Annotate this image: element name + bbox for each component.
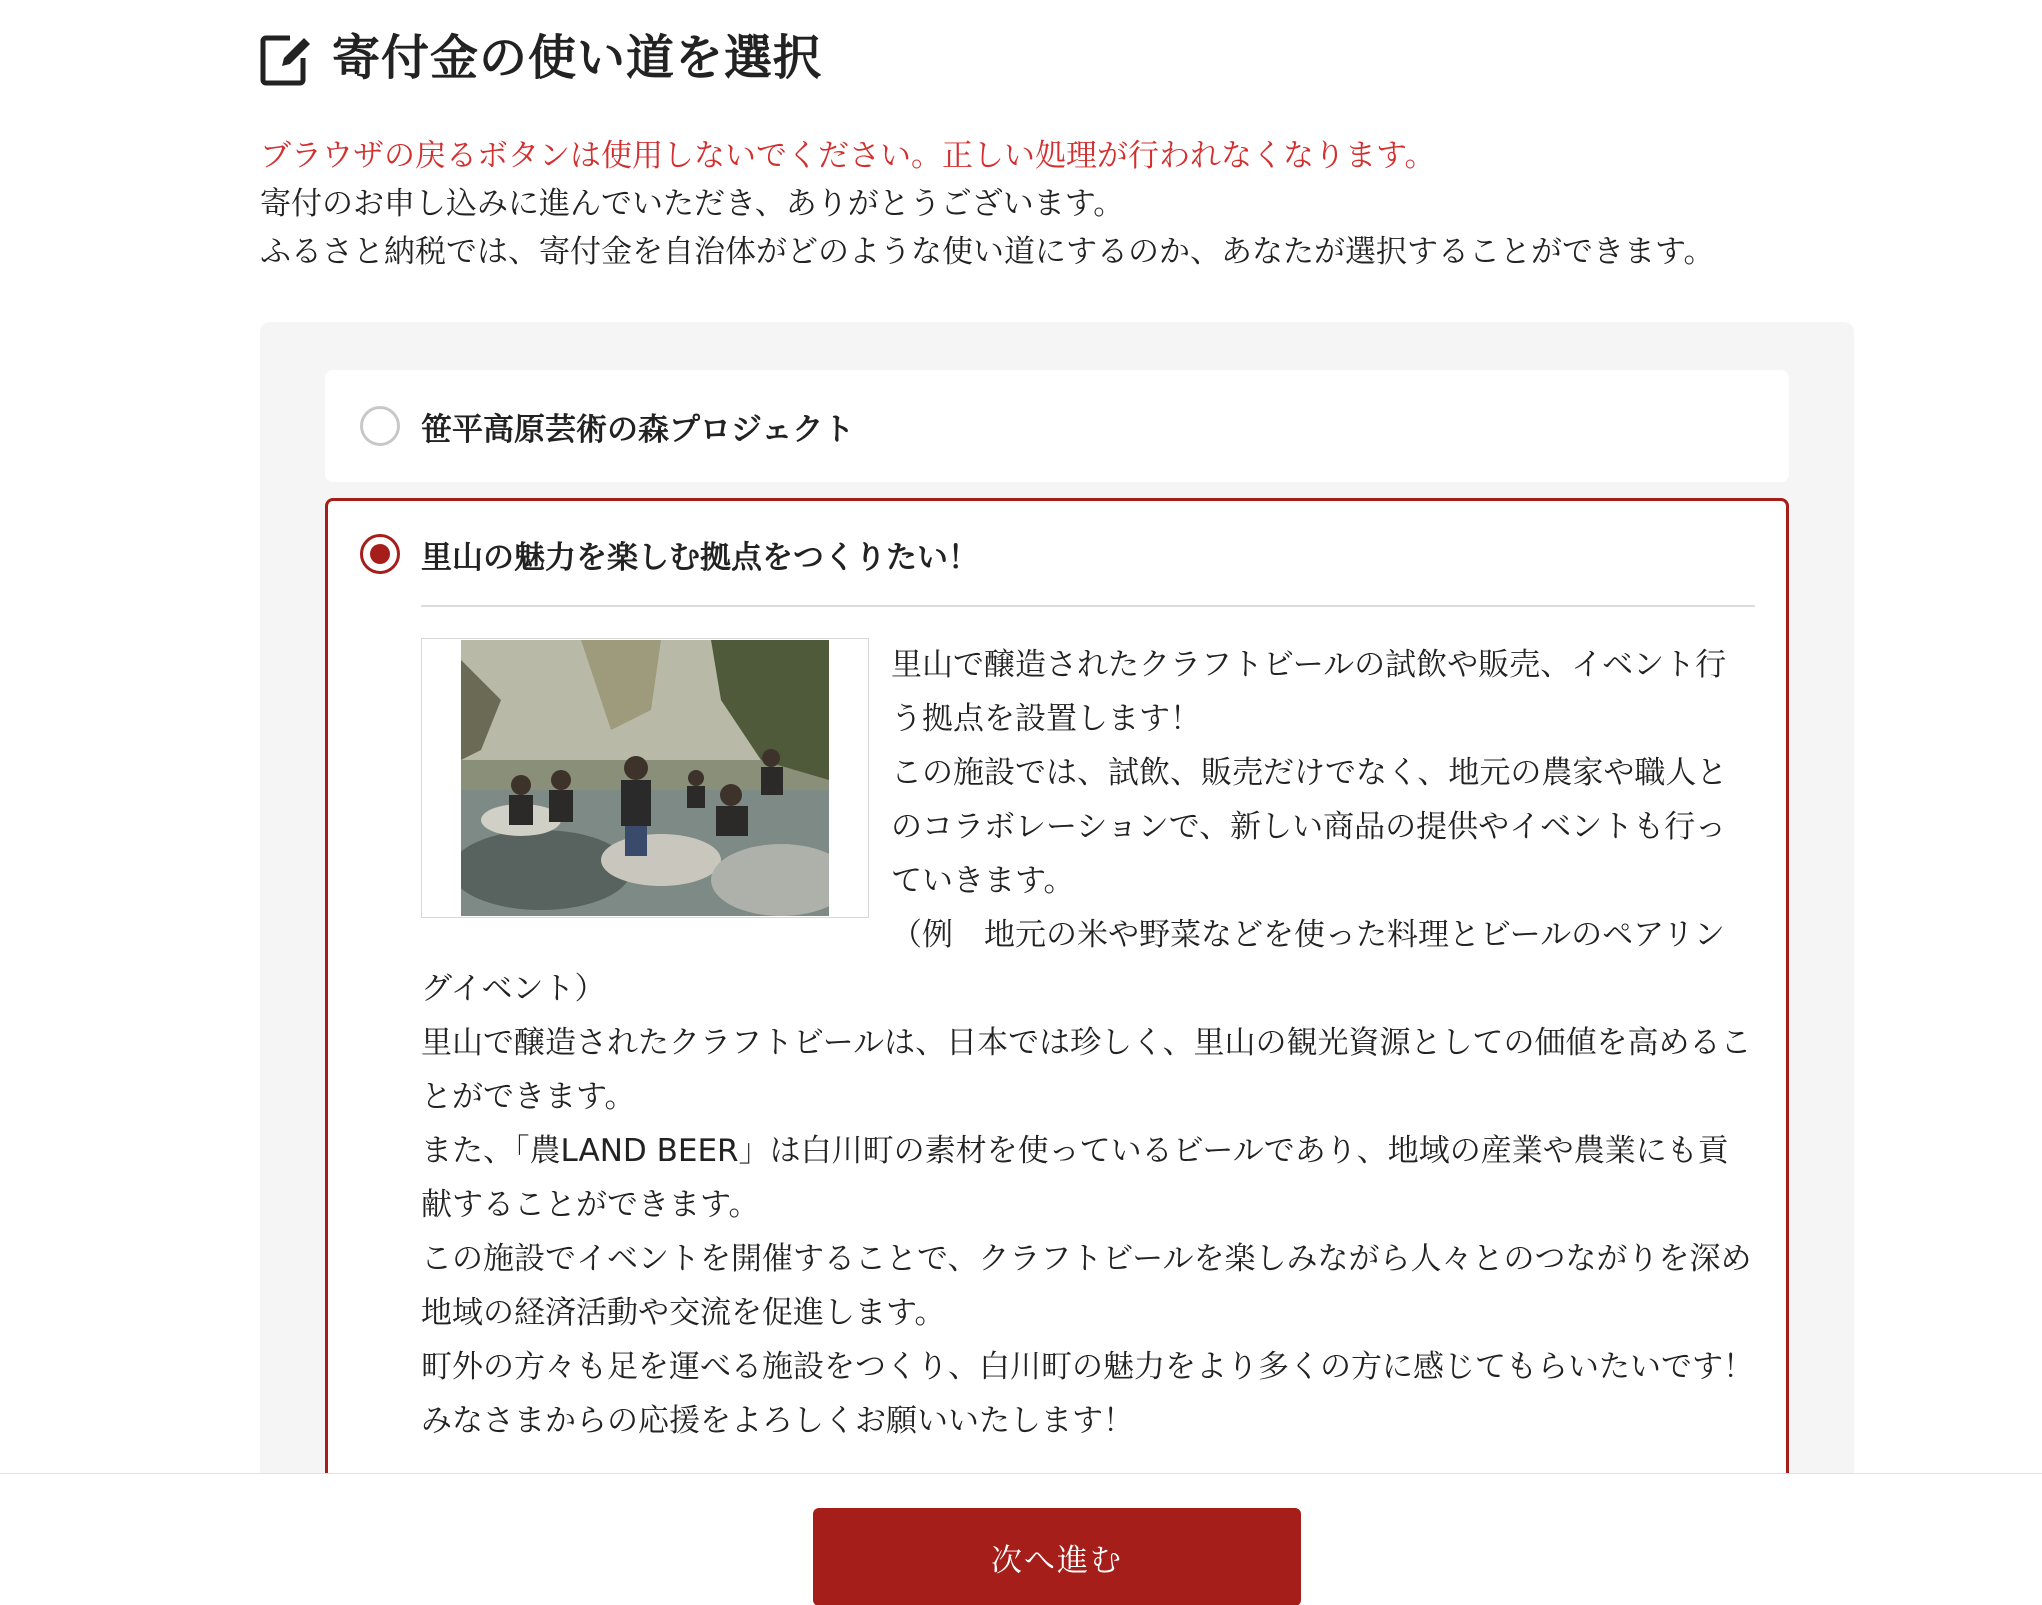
page-heading: [260, 22, 822, 94]
radio-dot: [370, 544, 390, 564]
usage-option-sasahira[interactable]: [325, 370, 1789, 482]
desc-paragraph-8: みなさまからの応援をよろしくお願いいたします！: [421, 1403, 1134, 1439]
next-button[interactable]: 次へ進む: [813, 1508, 1301, 1605]
edit-icon: [260, 30, 310, 86]
desc-paragraph-2: この施設では、試飲、販売だけでなく、地元の農家や職人とのコラボレーションで、新しい商品の提供やイベントも行っていきます。: [891, 755, 1728, 899]
intro-line-1: 寄付のお申し込みに進んでいただき、ありがとうございます。: [260, 186, 1125, 222]
radio-unselected[interactable]: [360, 406, 400, 446]
divider: [421, 605, 1755, 607]
desc-paragraph-5: また、「農LAND BEER」は白川町の素材を使っているビールであり、地域の産業や農業にも貢献することができます。: [421, 1133, 1729, 1223]
desc-paragraph-7: 町外の方々も足を運べる施設をつくり、白川町の魅力をより多くの方に感じてもらいたいです！: [421, 1349, 1754, 1385]
desc-paragraph-4: 里山で醸造されたクラフトビールは、日本では珍しく、里山の観光資源としての価値を高めることができます。: [421, 1025, 1752, 1115]
usage-option-satoyama[interactable]: [325, 498, 1789, 1605]
project-photo: [421, 638, 869, 918]
back-button-warning: ブラウザの戻るボタンは使用しないでください。正しい処理が行われなくなります。: [260, 138, 1436, 174]
project-photo-image: [461, 640, 829, 916]
desc-paragraph-1: 里山で醸造されたクラフトビールの試飲や販売、イベント行う拠点を設置します！: [891, 647, 1727, 737]
intro-line-2: ふるさと納税では、寄付金を自治体がどのような使い道にするのか、あなたが選択することができます。: [260, 234, 1715, 270]
desc-paragraph-3: （例 地元の米や野菜などを使った料理とビールのペアリングイベント）: [421, 917, 1725, 1007]
radio-selected[interactable]: [360, 534, 400, 574]
intro-text: [260, 132, 1820, 276]
option-label: 里山の魅力を楽しむ拠点をつくりたい！: [421, 540, 979, 576]
footer-bar: [0, 1473, 2042, 1605]
option-label: 笹平高原芸術の森プロジェクト: [421, 412, 855, 448]
desc-paragraph-6: この施設でイベントを開催することで、クラフトビールを楽しみながら人々とのつながりを深め地域の経済活動や交流を促進します。: [421, 1241, 1752, 1331]
page-title: 寄付金の使い道を選択: [332, 30, 823, 86]
